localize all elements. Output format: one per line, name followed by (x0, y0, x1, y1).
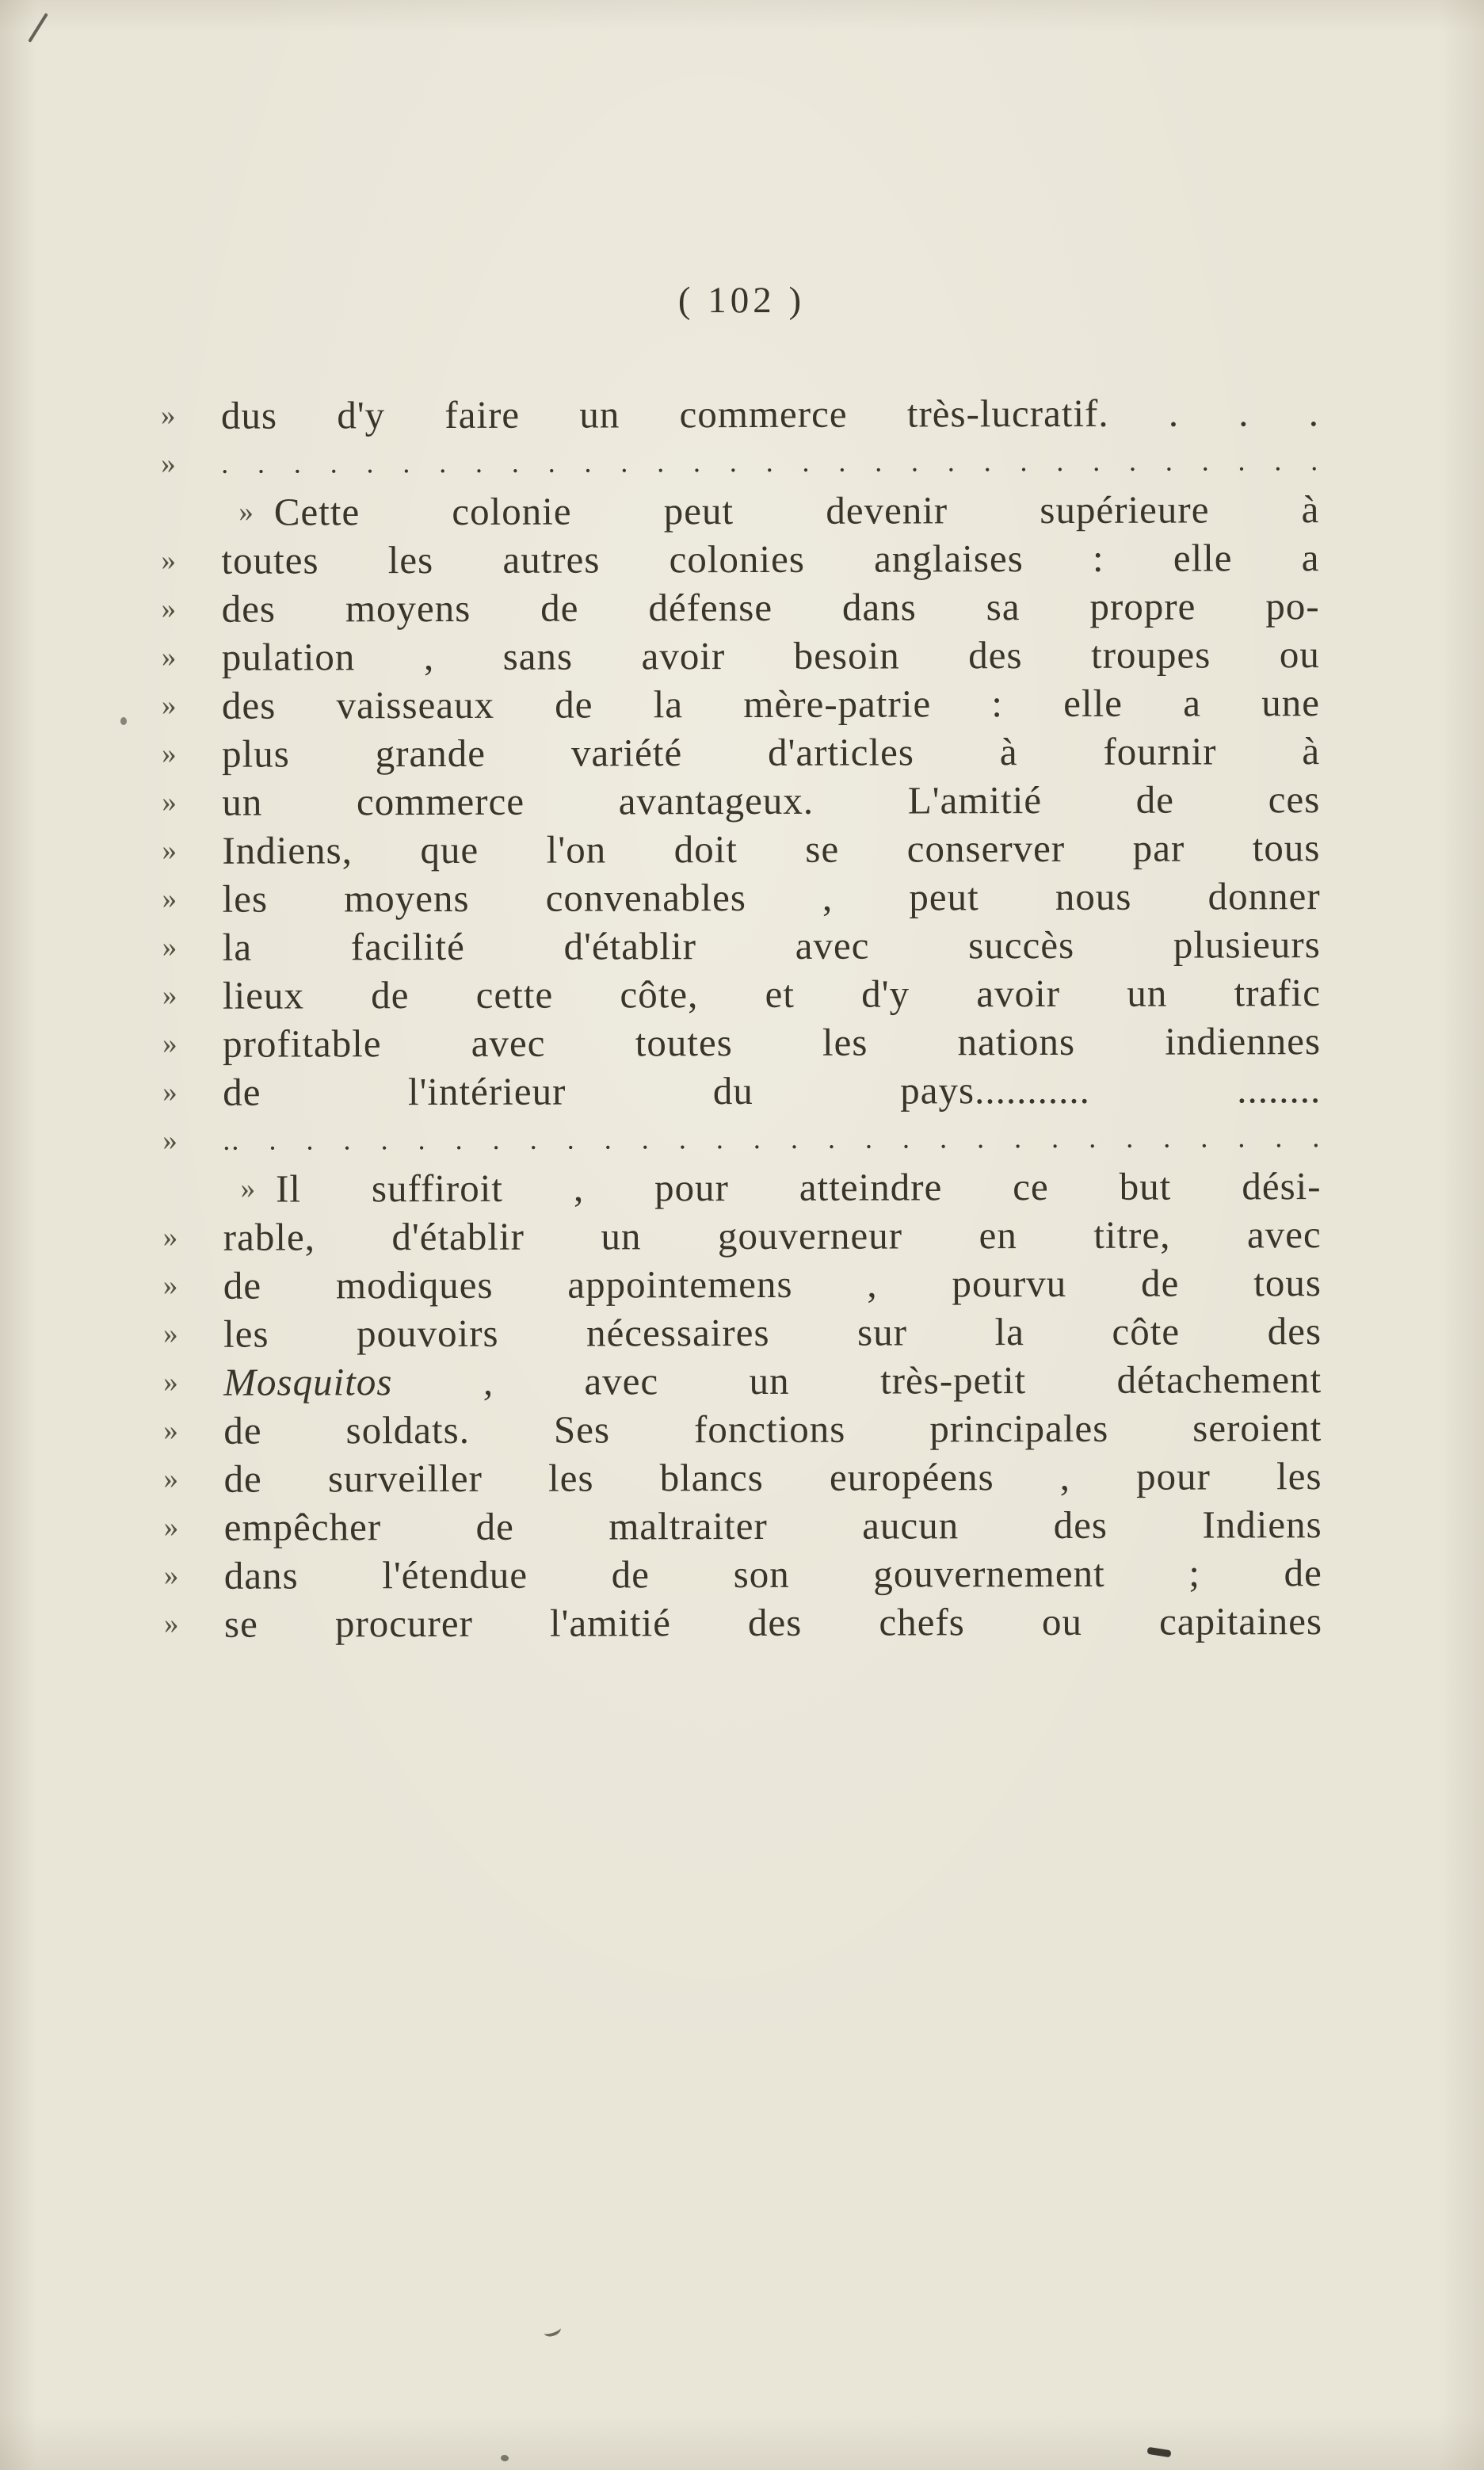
scan-mark (1146, 2447, 1171, 2458)
text-line (162, 1017, 1321, 1068)
text-line (163, 1403, 1322, 1455)
text-line (163, 1355, 1322, 1407)
quote-marker: » (163, 1414, 178, 1447)
line-text: dus d'y faire un commerce très-lucratif. . . . (220, 391, 1320, 437)
quote-marker: » (162, 1317, 178, 1350)
line-text: Indiens, que l'on doit se conserver par tous (222, 826, 1321, 872)
quote-marker: » (162, 1220, 178, 1254)
quote-marker: » (161, 689, 177, 722)
text-line (163, 1258, 1322, 1310)
text-block (161, 388, 1322, 1648)
line-text: Il suffiroit , pour atteindre ce but dési- (275, 1164, 1322, 1211)
quote-marker: » (163, 1559, 179, 1592)
line-text: rable, d'établir un gouverneur en titre, avec (223, 1212, 1322, 1259)
line-text: de soldats. Ses fonctions principales seroient (223, 1406, 1322, 1453)
text-line (164, 1500, 1322, 1552)
line-text: .. . . . . . . . . . . . . . . . . . . . . . . . . . . . . . (223, 1121, 1322, 1156)
quote-marker: » (162, 1027, 177, 1060)
quote-marker: » (162, 1124, 177, 1157)
text-line (164, 1597, 1322, 1648)
quote-marker: » (240, 1172, 256, 1205)
line-text: plus grande variété d'articles à fournir à (222, 729, 1321, 776)
text-line (162, 920, 1321, 972)
italic-term: Mosquitos , (223, 1359, 494, 1404)
quote-marker: » (162, 979, 177, 1012)
line-text: un commerce avantageux. L'amitié de ces (222, 777, 1321, 824)
line-text: toutes les autres colonies anglaises : elle a (221, 536, 1320, 582)
text-line (162, 775, 1320, 827)
page-number: ( 102 ) (677, 280, 806, 321)
line-text: dans l'étendue de son gouvernement ; de (223, 1551, 1322, 1598)
scan-mark (542, 2323, 562, 2338)
text-line (162, 872, 1321, 923)
line-text: profitable avec toutes les nations indiennes (223, 1019, 1322, 1066)
line-text: pulation , sans avoir besoin des troupes ou (221, 632, 1320, 679)
text-line (162, 823, 1320, 875)
text-line (161, 388, 1319, 440)
scan-speck (120, 717, 127, 725)
quote-marker: » (163, 1510, 179, 1544)
text-line (163, 1210, 1322, 1262)
text-line (162, 678, 1320, 730)
quote-marker: » (238, 495, 254, 529)
line-text: de l'intérieur du pays........... ........ (223, 1067, 1322, 1114)
quote-marker: » (163, 1607, 179, 1640)
line-text: de modiques appointemens , pourvu de tous (223, 1261, 1322, 1308)
quote-marker: » (162, 834, 177, 867)
text-line (161, 533, 1319, 585)
text-line (161, 437, 1319, 488)
quote-marker: » (162, 1075, 177, 1109)
scan-speck (500, 2454, 509, 2461)
quote-marker: » (161, 544, 177, 577)
text-line (163, 1452, 1322, 1503)
line-text: de surveiller les blancs européens , pour les (223, 1454, 1322, 1501)
line-text: les moyens convenables , peut nous donner (222, 874, 1321, 921)
text-line (162, 1162, 1321, 1213)
text-line (162, 727, 1320, 778)
quote-marker: » (162, 1269, 178, 1302)
quote-marker: » (162, 882, 177, 915)
quote-marker: » (162, 930, 177, 964)
line-text: des moyens de défense dans sa propre po- (221, 584, 1320, 631)
quote-marker: » (163, 1462, 179, 1495)
quote-marker: » (161, 447, 176, 480)
text-line (162, 582, 1320, 633)
quote-marker: » (161, 640, 177, 674)
quote-marker: » (162, 737, 177, 770)
line-text: Cette colonie peut devenir supérieure à (273, 487, 1320, 534)
quote-marker: » (161, 592, 177, 625)
text-line (161, 485, 1319, 536)
text-line (164, 1548, 1322, 1600)
line-text: empêcher de maltraiter aucun des Indiens (223, 1502, 1322, 1549)
text-line (163, 1307, 1322, 1358)
line-text: Mosquitos , avec un très-petit détachement (223, 1357, 1322, 1404)
text-line (162, 1113, 1321, 1165)
scan-mark (28, 13, 48, 43)
quote-marker: » (160, 399, 176, 432)
line-text: se procurer l'amitié des chefs ou capitaines (223, 1599, 1323, 1646)
text-line (162, 1065, 1321, 1117)
line-text: des vaisseaux de la mère-patrie : elle a une (221, 681, 1321, 727)
line-text: les pouvoirs nécessaires sur la côte des (223, 1309, 1322, 1356)
text-line (162, 630, 1320, 681)
line-text: lieux de cette côte, et d'y avoir un trafic (222, 971, 1321, 1017)
quote-marker: » (162, 785, 177, 819)
line-text: la facilité d'établir avec succès plusieurs (222, 922, 1321, 969)
quote-marker: » (163, 1365, 178, 1399)
line-text: . . . . . . . . . . . . . . . . . . . . . . . . . . . . . . . (221, 445, 1320, 479)
text-line (162, 968, 1321, 1020)
